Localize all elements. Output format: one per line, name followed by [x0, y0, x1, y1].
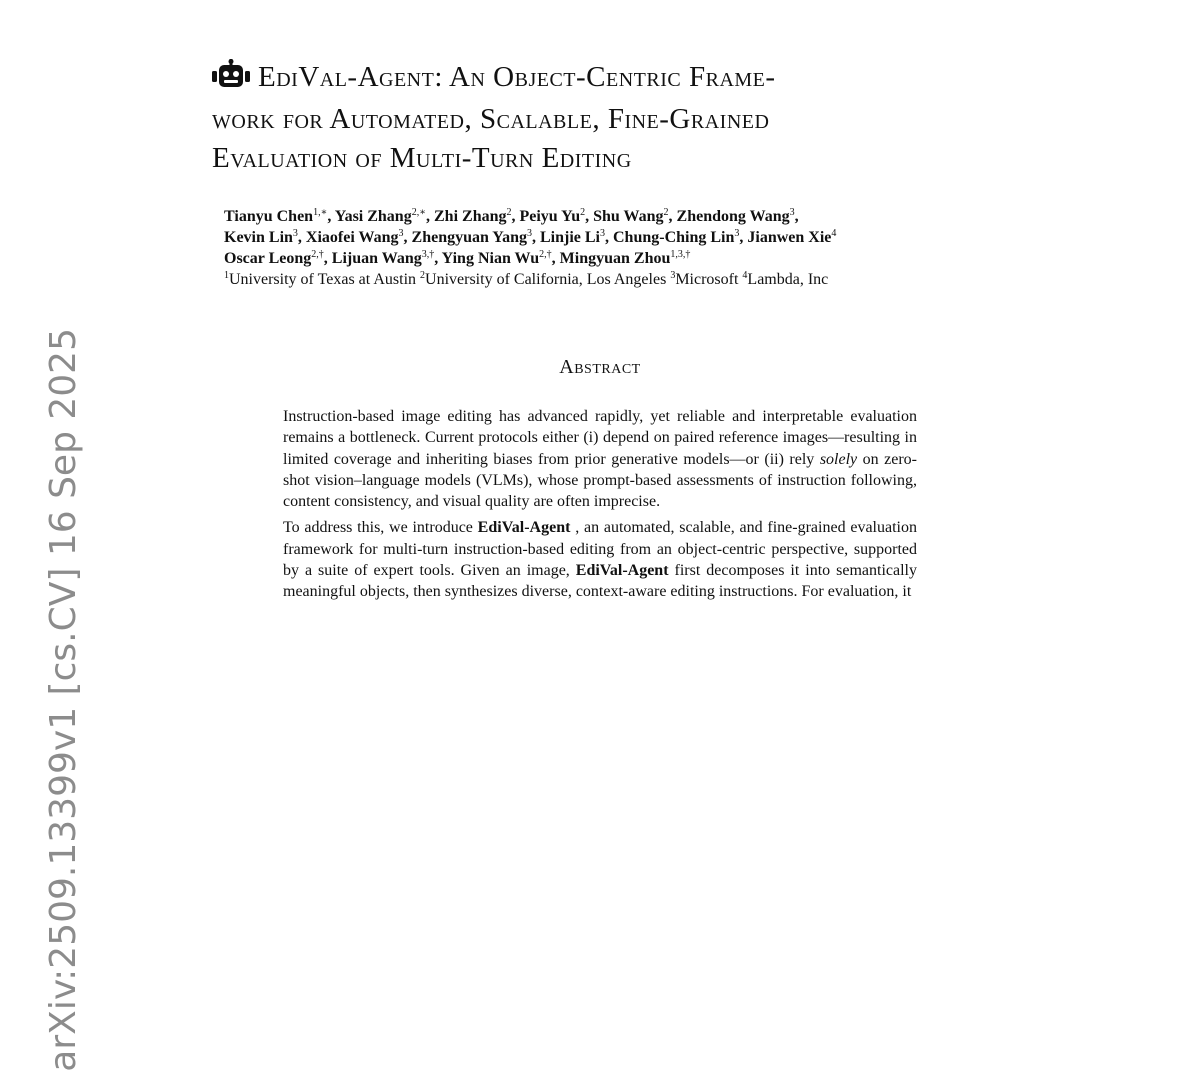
abstract-heading: Abstract	[559, 356, 641, 378]
abstract-paragraph-2	[283, 517, 917, 602]
author-name: , Lijuan Wang	[323, 250, 422, 267]
abstract-body	[283, 406, 917, 608]
affiliation-mark: 1	[224, 270, 229, 281]
abstract-text: first decomposes it into semantically meaningful objects, then synthesizes diverse, context-aware editing instructions. For evaluation, it	[283, 562, 917, 601]
title-line-3: Evaluation of Multi-Turn Editing	[212, 142, 632, 174]
paper-title	[212, 58, 1012, 178]
author-line-2	[224, 227, 1014, 248]
author-mark: 3	[599, 228, 605, 239]
author-mark: 3	[734, 228, 740, 239]
author-name: , Linjie Li	[531, 229, 600, 246]
author-mark: 3	[789, 207, 795, 218]
author-name: , Shu Wang	[585, 208, 664, 225]
author-mark: 4	[831, 228, 837, 239]
author-name: , Jianwen Xie	[739, 229, 832, 246]
affiliation-name: University of California, Los Angeles	[425, 271, 671, 288]
title-line-2: work for Automated, Scalable, Fine-Grained	[212, 103, 770, 135]
system-name: EdiVal-Agent	[575, 562, 669, 580]
author-mark: 2,∗	[411, 207, 426, 218]
author-line-1	[224, 206, 1014, 227]
author-mark: 3	[292, 228, 298, 239]
affiliation-mark: 2	[420, 270, 426, 281]
author-mark: 2,†	[539, 249, 552, 260]
abstract-text: Instruction-based image editing has advanced rapidly, yet reliable and interpretable evaluation remains a bottleneck. Current protocols either (i) depend on paired reference images—resulting in limited coverage and inheriting biases from prior generative models—or (ii) rely	[283, 408, 917, 468]
abstract-text: on zero-shot vision–language models (VLMs), whose prompt-based assessments of instruction following, content consistency, and visual quality are often imprecise.	[283, 450, 918, 511]
author-mark: 3,†	[421, 249, 435, 260]
author-name: , Zhendong Wang	[668, 208, 790, 225]
affiliation-name: Microsoft	[675, 271, 743, 288]
author-line-3	[224, 248, 1014, 269]
arxiv-stamp-text: arXiv:2509.13399v1 [cs.CV] 16 Sep 2025	[43, 328, 84, 1072]
author-name: , Zhi Zhang	[426, 208, 507, 225]
affiliation-name: Lambda, Inc	[747, 271, 829, 288]
author-mark: 1,3,†	[670, 249, 691, 260]
author-mark: 2	[506, 207, 512, 218]
author-name: , Xiaofei Wang	[297, 229, 399, 246]
author-name: , Chung-Ching Lin	[604, 229, 735, 246]
abstract-text: To address this, we introduce	[283, 519, 478, 537]
author-name: Oscar Leong	[224, 250, 312, 267]
system-name: EdiVal-Agent	[477, 519, 571, 537]
abstract-emphasis: solely	[819, 450, 858, 468]
affiliation-mark: 3	[670, 270, 676, 281]
abstract-paragraph-1	[283, 406, 917, 512]
author-name: , Mingyuan Zhou	[551, 250, 671, 267]
author-mark: 1,∗	[313, 207, 328, 218]
author-name: , Yasi Zhang	[327, 208, 412, 225]
author-name: Kevin Lin	[224, 229, 293, 246]
author-name: , Peiyu Yu	[511, 208, 581, 225]
affiliation-mark: 4	[742, 270, 748, 281]
author-mark: 2	[580, 207, 586, 218]
author-name: , Ying Nian Wu	[434, 250, 540, 267]
author-mark: 2	[663, 207, 669, 218]
author-list	[224, 206, 1014, 290]
author-mark: 2,†	[311, 249, 324, 260]
author-mark: 3	[526, 228, 532, 239]
author-name: , Zhengyuan Yang	[403, 229, 527, 246]
abstract-text: , an automated, scalable, and fine-grained evaluation framework for multi-turn instruction-based editing from an object-centric perspective, supported by a suite of expert tools. Given an image,	[283, 519, 917, 580]
title-line-1	[212, 58, 1012, 100]
author-name: Tianyu Chen	[224, 208, 314, 225]
affiliation-name: University of Texas at Austin	[229, 271, 421, 288]
title-text-1: EdiVal-Agent: An Object-Centric Frame-	[258, 61, 776, 93]
author-separator: ,	[794, 208, 799, 225]
affiliations	[224, 269, 1014, 290]
author-mark: 3	[398, 228, 404, 239]
robot-icon	[212, 59, 250, 100]
